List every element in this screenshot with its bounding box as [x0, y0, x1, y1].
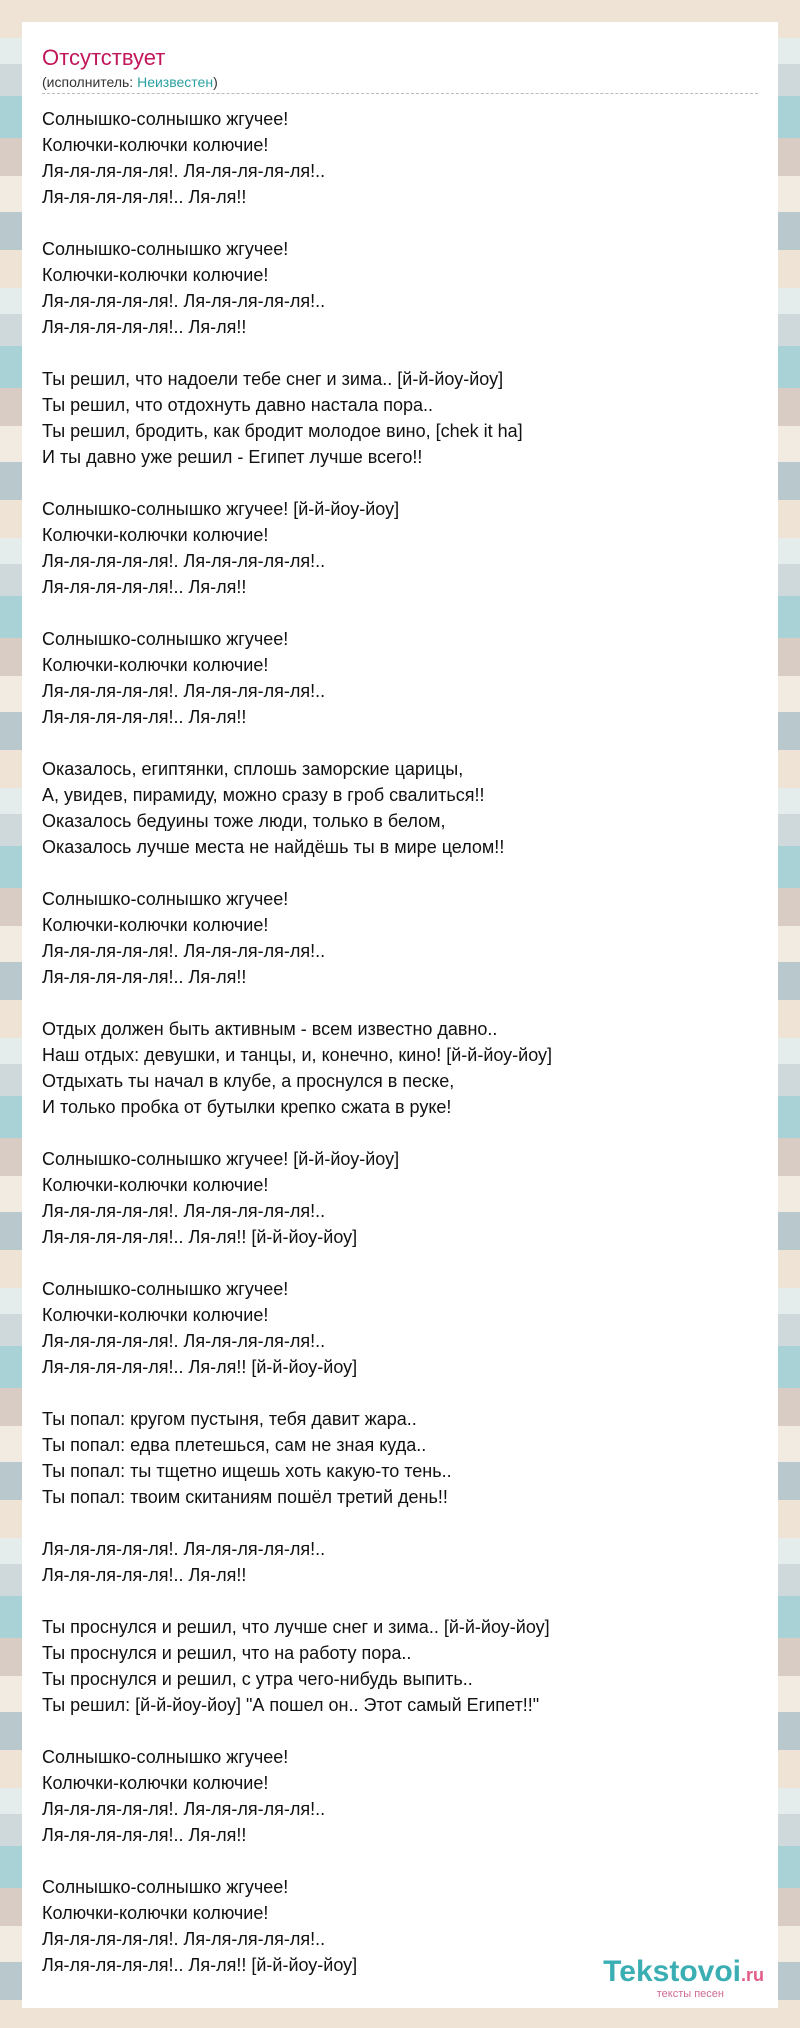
lyrics-line: Ля-ля-ля-ля-ля!. Ля-ля-ля-ля-ля!..	[42, 1201, 326, 1221]
lyrics-line: Оказалось бедуины тоже люди, только в белом,	[42, 811, 446, 831]
lyrics-line: Ты попал: едва плетешься, сам не зная куда..	[42, 1435, 427, 1455]
lyrics-stanza	[42, 1406, 758, 1510]
lyrics-line: Ты проснулся и решил, с утра чего-нибудь выпить..	[42, 1669, 473, 1689]
lyrics-stanza	[42, 106, 758, 210]
lyrics-line: Солнышко-солнышко жгучее!	[42, 1877, 289, 1897]
lyrics-line: Солнышко-солнышко жгучее!	[42, 889, 289, 909]
lyrics-line: Солнышко-солнышко жгучее! [й-й-йоу-йоу]	[42, 1149, 400, 1169]
site-logo[interactable]	[603, 1957, 764, 2000]
lyrics-card	[22, 22, 778, 2008]
lyrics-stanza	[42, 626, 758, 730]
logo-main-text: Tekstovoi	[603, 1955, 741, 1988]
lyrics-stanza	[42, 1536, 758, 1588]
artist-link[interactable]: Неизвестен	[137, 74, 214, 90]
lyrics-stanza	[42, 1016, 758, 1120]
lyrics-line: Ля-ля-ля-ля-ля!.. Ля-ля!!	[42, 317, 247, 337]
lyrics-line: Колючки-колючки колючие!	[42, 1175, 269, 1195]
lyrics-stanza	[42, 756, 758, 860]
lyrics-stanza	[42, 366, 758, 470]
lyrics-line: Ты проснулся и решил, что лучше снег и зима.. [й-й-йоу-йоу]	[42, 1617, 550, 1637]
lyrics-line: Колючки-колючки колючие!	[42, 655, 269, 675]
lyrics-line: И ты давно уже решил - Египет лучше всего!!	[42, 447, 423, 467]
lyrics-line: Ты попал: ты тщетно ищешь хоть какую-то тень..	[42, 1461, 452, 1481]
lyrics-line: Ты попал: кругом пустыня, тебя давит жара..	[42, 1409, 417, 1429]
lyrics-line: Ля-ля-ля-ля-ля!. Ля-ля-ля-ля-ля!..	[42, 681, 326, 701]
lyrics-line: Ля-ля-ля-ля-ля!.. Ля-ля!! [й-й-йоу-йоу]	[42, 1357, 358, 1377]
lyrics-line: Ля-ля-ля-ля-ля!.. Ля-ля!! [й-й-йоу-йоу]	[42, 1227, 358, 1247]
lyrics-stanza	[42, 1744, 758, 1848]
lyrics-line: Ля-ля-ля-ля-ля!.. Ля-ля!!	[42, 1565, 247, 1585]
lyrics-line: Колючки-колючки колючие!	[42, 1305, 269, 1325]
lyrics-stanza	[42, 496, 758, 600]
lyrics-line: А, увидев, пирамиду, можно сразу в гроб свалиться!!	[42, 785, 485, 805]
lyrics-line: Ля-ля-ля-ля-ля!.. Ля-ля!!	[42, 1825, 247, 1845]
lyrics-line: Ля-ля-ля-ля-ля!. Ля-ля-ля-ля-ля!..	[42, 1331, 326, 1351]
lyrics-line: Солнышко-солнышко жгучее! [й-й-йоу-йоу]	[42, 499, 400, 519]
lyrics-line: Ля-ля-ля-ля-ля!. Ля-ля-ля-ля-ля!..	[42, 291, 326, 311]
lyrics-line: Ля-ля-ля-ля-ля!. Ля-ля-ля-ля-ля!..	[42, 1799, 326, 1819]
logo-tld: .ru	[740, 1965, 764, 1985]
lyrics-line: Солнышко-солнышко жгучее!	[42, 109, 289, 129]
lyrics-line: Колючки-колючки колючие!	[42, 265, 269, 285]
lyrics-line: Наш отдых: девушки, и танцы, и, конечно, кино! [й-й-йоу-йоу]	[42, 1045, 553, 1065]
lyrics-stanza	[42, 1614, 758, 1718]
lyrics-line: Колючки-колючки колючие!	[42, 1903, 269, 1923]
lyrics-stanza	[42, 1276, 758, 1380]
lyrics-line: Солнышко-солнышко жгучее!	[42, 239, 289, 259]
lyrics-line: Ля-ля-ля-ля-ля!.. Ля-ля!! [й-й-йоу-йоу]	[42, 1955, 358, 1975]
lyrics-line: Солнышко-солнышко жгучее!	[42, 629, 289, 649]
lyrics-stanza	[42, 236, 758, 340]
lyrics-line: Ля-ля-ля-ля-ля!. Ля-ля-ля-ля-ля!..	[42, 941, 326, 961]
lyrics-line: Ля-ля-ля-ля-ля!.. Ля-ля!!	[42, 707, 247, 727]
lyrics-stanza	[42, 886, 758, 990]
lyrics-line: Ты решил: [й-й-йоу-йоу] "А пошел он.. Этот самый Египет!!"	[42, 1695, 540, 1715]
lyrics-line: Ля-ля-ля-ля-ля!.. Ля-ля!!	[42, 187, 247, 207]
lyrics-line: Оказалось, египтянки, сплошь заморские царицы,	[42, 759, 464, 779]
lyrics-line: Ля-ля-ля-ля-ля!. Ля-ля-ля-ля-ля!..	[42, 1929, 326, 1949]
lyrics-line: Ля-ля-ля-ля-ля!. Ля-ля-ля-ля-ля!..	[42, 551, 326, 571]
lyrics-line: Колючки-колючки колючие!	[42, 135, 269, 155]
lyrics-line: Ля-ля-ля-ля-ля!. Ля-ля-ля-ля-ля!..	[42, 1539, 326, 1559]
lyrics-line: Ля-ля-ля-ля-ля!.. Ля-ля!!	[42, 967, 247, 987]
lyrics-line: Отдыхать ты начал в клубе, а проснулся в песке,	[42, 1071, 455, 1091]
lyrics-line: Отдых должен быть активным - всем известно давно..	[42, 1019, 498, 1039]
artist-suffix: )	[213, 74, 218, 90]
logo-tagline: тексты песен	[656, 1988, 724, 2000]
artist-prefix: (исполнитель:	[42, 74, 138, 90]
lyrics-line: Солнышко-солнышко жгучее!	[42, 1747, 289, 1767]
lyrics-line: Ты решил, бродить, как бродит молодое вино, [chek it ha]	[42, 421, 523, 441]
lyrics-line: Колючки-колючки колючие!	[42, 525, 269, 545]
artist-line	[42, 74, 758, 94]
lyrics-line: Солнышко-солнышко жгучее!	[42, 1279, 289, 1299]
logo-wordmark	[603, 1957, 764, 1990]
lyrics-stanza	[42, 1146, 758, 1250]
lyrics-line: Оказалось лучше места не найдёшь ты в мире целом!!	[42, 837, 505, 857]
lyrics-line: Ля-ля-ля-ля-ля!. Ля-ля-ля-ля-ля!..	[42, 161, 326, 181]
lyrics-line: Ты решил, что отдохнуть давно настала пора..	[42, 395, 434, 415]
lyrics-line: Ты проснулся и решил, что на работу пора..	[42, 1643, 412, 1663]
lyrics-line: Ля-ля-ля-ля-ля!.. Ля-ля!!	[42, 577, 247, 597]
lyrics-line: Ты попал: твоим скитаниям пошёл третий день!!	[42, 1487, 448, 1507]
lyrics-body	[42, 106, 758, 1978]
lyrics-line: Ты решил, что надоели тебе снег и зима.. [й-й-йоу-йоу]	[42, 369, 504, 389]
lyrics-line: Колючки-колючки колючие!	[42, 1773, 269, 1793]
lyrics-line: И только пробка от бутылки крепко сжата в руке!	[42, 1097, 452, 1117]
song-title: Отсутствует	[42, 45, 166, 70]
lyrics-line: Колючки-колючки колючие!	[42, 915, 269, 935]
